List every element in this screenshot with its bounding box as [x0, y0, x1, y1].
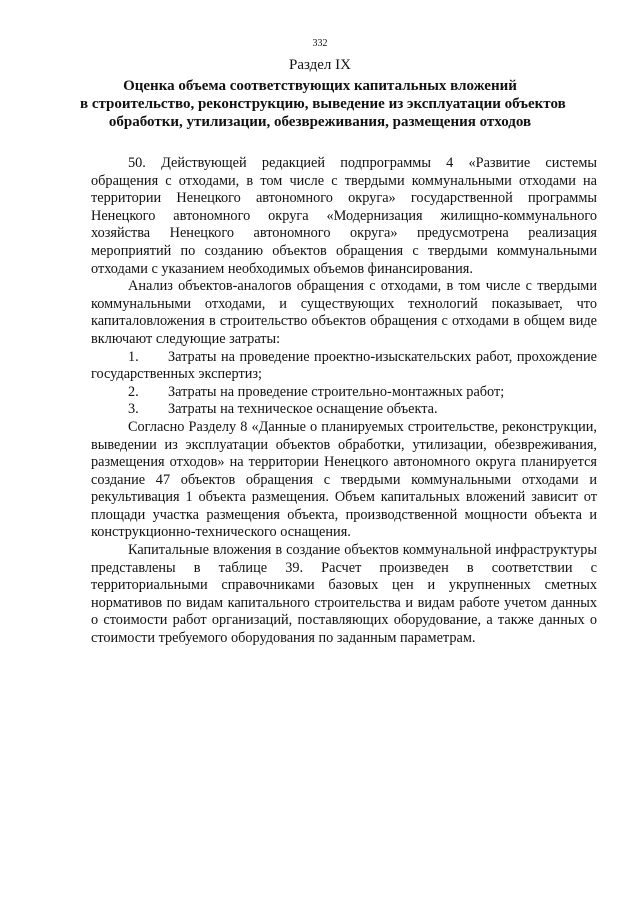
- paragraph: Согласно Разделу 8 «Данные о планируемых строительстве, реконструкции, выведении из эксплуатации объектов обработки, утилизации, обезвреживания, размещения отходов» на территории Ненецкого автономного округа планируется создание 47 объектов обращения с твердыми коммунальными отходами и рекультивация 1 объекта размещения. Объем капитальных вложений зависит от площади участка размещения объекта, производственной мощности объекта и конструкционно-технического оснащения.: [91, 418, 597, 541]
- list-item: [91, 401, 597, 419]
- document-body: [91, 155, 597, 648]
- page-number: 332: [312, 38, 328, 49]
- section-label: Раздел IX: [288, 57, 351, 73]
- list-item-number: 1.: [128, 348, 139, 365]
- list-item-number: 2.: [128, 383, 139, 400]
- list-item: [91, 349, 597, 384]
- paragraph: Анализ объектов-аналогов обращения с отходами, в том числе с твердыми коммунальными отходами, и существующих технологий показывает, что капиталовложения в строительство объектов обращения с отходами в общем виде включают следующие затраты:: [91, 278, 597, 347]
- list-item-text: Затраты на проведение проектно-изыскательских работ, прохождение государственных экспертиз;: [91, 348, 597, 383]
- section-title-line: Оценка объема соответствующих капитальных вложений: [123, 78, 517, 94]
- section-title-line: в строительство, реконструкцию, выведение из эксплуатации объектов: [80, 96, 566, 112]
- section-title: [80, 77, 566, 131]
- paragraph: 50. Действующей редакцией подпрограммы 4 «Развитие системы обращения с отходами, в том числе с твердыми коммунальными отходами на территории Ненецкого автономного округа» государственной программы Ненецкого автономного округа «Модернизация жилищно-коммунального хозяйства Ненецкого автономного округа» предусмотрена реализация мероприятий по созданию объектов обращения с твердыми коммунальными отходами с указанием необходимых объемов финансирования.: [91, 155, 597, 277]
- list-item-number: 3.: [128, 401, 139, 418]
- list-item-text: Затраты на техническое оснащение объекта.: [168, 401, 438, 418]
- paragraph: Капитальные вложения в создание объектов коммунальной инфраструктуры представлены в таблице 39. Расчет произведен в соответствии с территориальными справочниками базовых цен и укрупненных сметных нормативов по видам капитального строительства и видам работе учетом данных о стоимости работ организаций, поставляющих оборудование, а также данных о стоимости требуемого оборудования по заданным параметрам.: [91, 542, 597, 647]
- list-item-text: Затраты на проведение строительно-монтажных работ;: [168, 383, 505, 400]
- list-item: [91, 384, 597, 402]
- section-title-line: обработки, утилизации, обезвреживания, размещения отходов: [108, 114, 532, 130]
